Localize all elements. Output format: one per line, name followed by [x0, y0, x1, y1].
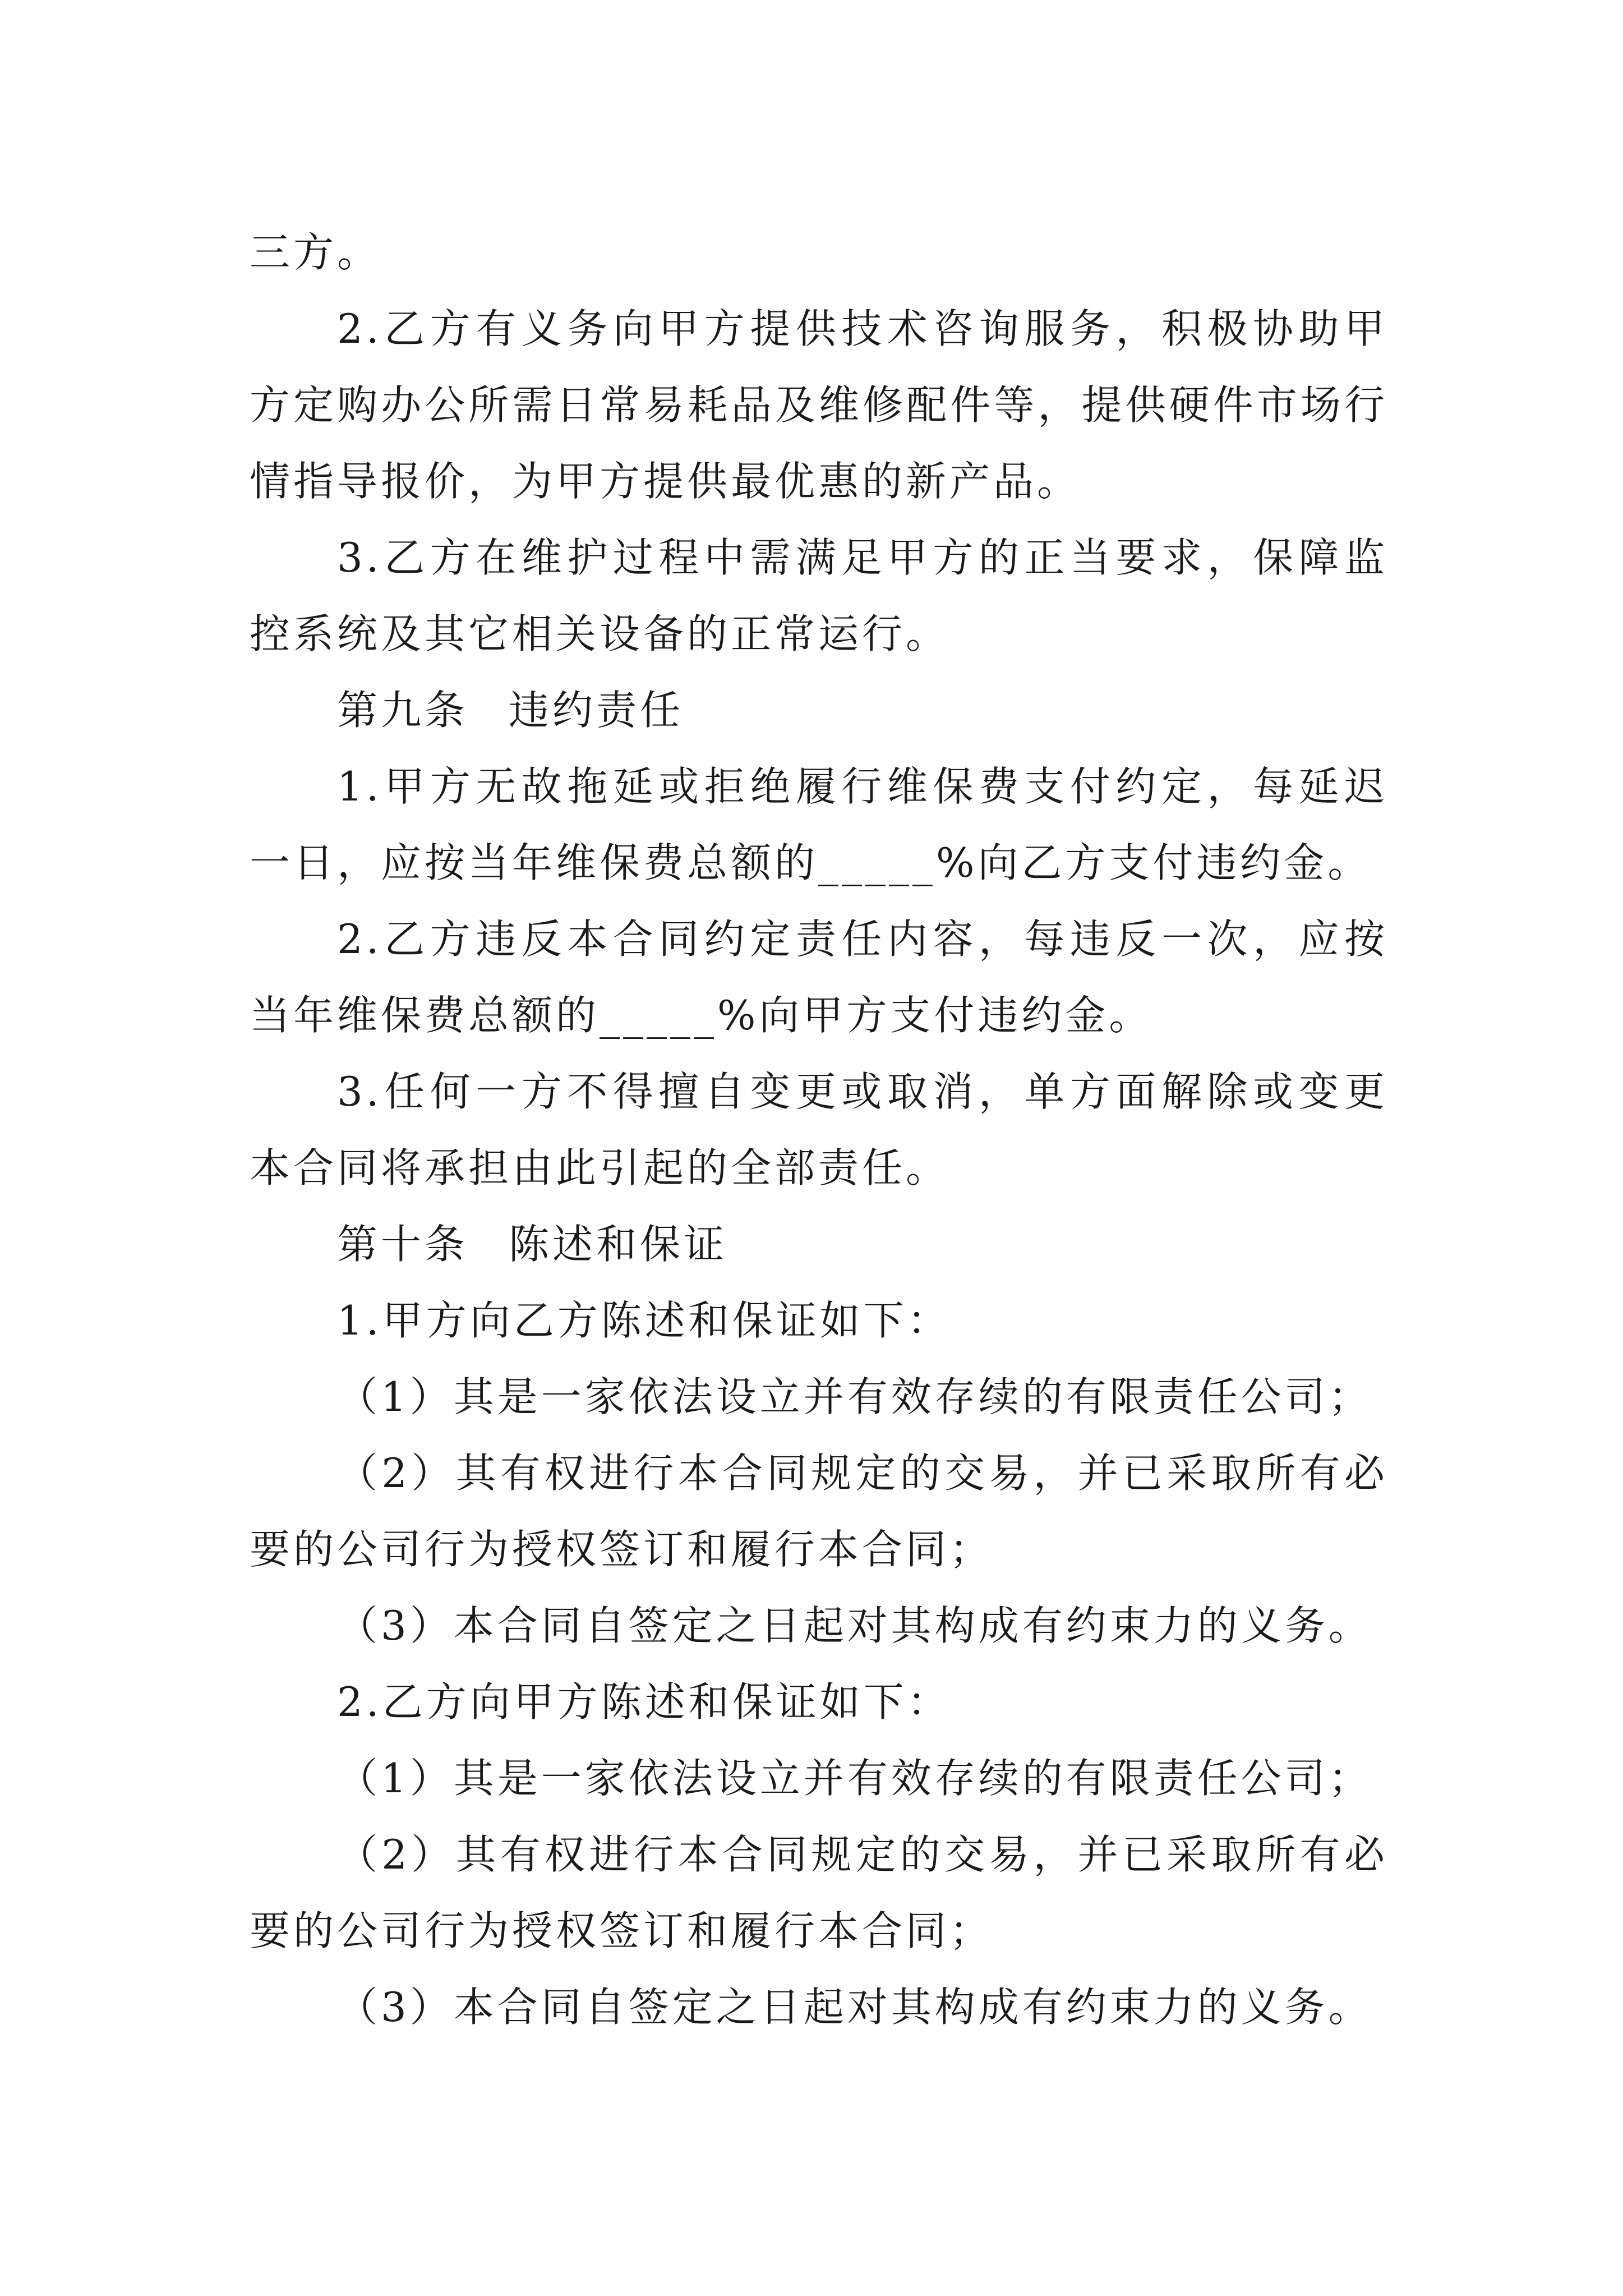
list-item-10-1-1: （1）其是一家依法设立并有效存续的有限责任公司； — [337, 1373, 1372, 1420]
article-title: 违约责任 — [509, 687, 684, 734]
paragraph-clause-10-1: 1.甲方向乙方陈述和保证如下： — [337, 1297, 951, 1344]
list-item-10-2-3: （3）本合同自签定之日起对其构成有约束力的义务。 — [337, 1984, 1372, 2031]
list-item-10-2-1: （1）其是一家依法设立并有效存续的有限责任公司； — [337, 1755, 1372, 1802]
paragraph-clause-9-2: 2.乙方违反本合同约定责任内容，每违反一次，应按当年维保费总额的_____%向甲方支付违约金。 — [250, 915, 1388, 1039]
article-number: 第十条 — [337, 1221, 469, 1268]
section-heading-article-9 — [250, 672, 1388, 748]
paragraph-clause-8-3: 3.乙方在维护过程中需满足甲方的正当要求，保障监控系统及其它相关设备的正常运行。 — [250, 534, 1388, 657]
list-item-10-1-2: （2）其有权进行本合同规定的交易，并已采取所有必要的公司行为授权签订和履行本合同； — [250, 1450, 1388, 1573]
paragraph-clause-9-3: 3.任何一方不得擅自变更或取消，单方面解除或变更本合同将承担由此引起的全部责任。 — [250, 1068, 1388, 1191]
section-heading-article-10 — [250, 1206, 1388, 1282]
paragraph-clause-9-1: 1.甲方无故拖延或拒绝履行维保费支付约定，每延迟一日，应按当年维保费总额的_____%向乙方支付违约金。 — [250, 763, 1388, 886]
document-body — [250, 214, 1388, 2045]
list-item-10-1-3: （3）本合同自签定之日起对其构成有约束力的义务。 — [337, 1602, 1372, 1649]
article-title: 陈述和保证 — [509, 1221, 728, 1268]
article-number: 第九条 — [337, 687, 469, 734]
paragraph-continuation: 三方。 — [250, 229, 381, 276]
list-item-10-2-2: （2）其有权进行本合同规定的交易，并已采取所有必要的公司行为授权签订和履行本合同； — [250, 1831, 1388, 1954]
paragraph-clause-8-2: 2.乙方有义务向甲方提供技术咨询服务，积极协助甲方定购办公所需日常易耗品及维修配件等，提供硬件市场行情指导报价，为甲方提供最优惠的新产品。 — [250, 305, 1388, 505]
paragraph-clause-10-2: 2.乙方向甲方陈述和保证如下： — [337, 1678, 951, 1726]
